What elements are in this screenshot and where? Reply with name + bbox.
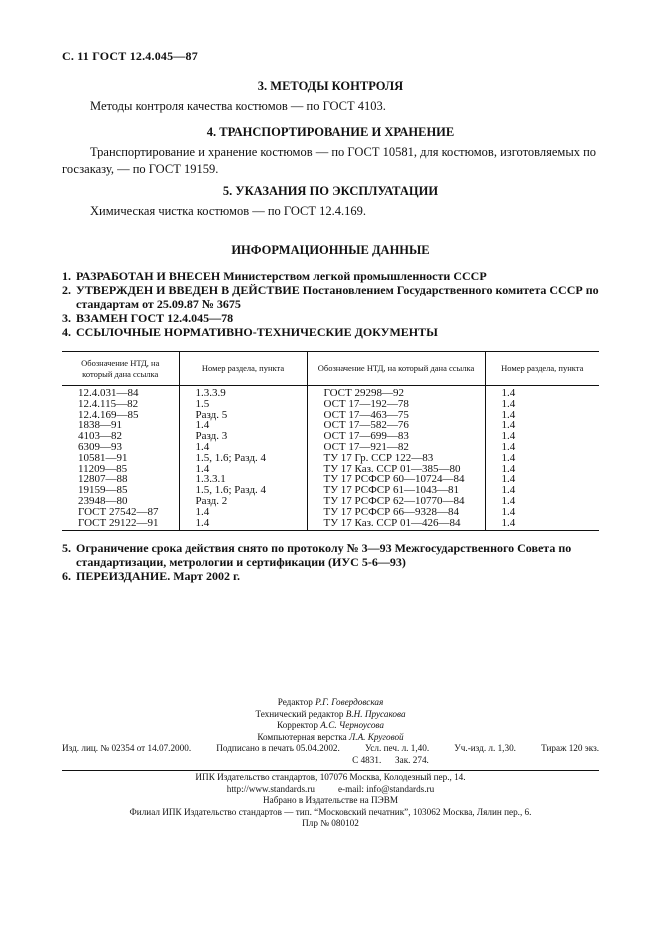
table-cell: 19159—85 bbox=[78, 484, 128, 497]
section-text-4: Транспортирование и хранение костюмов — по ГОСТ 10581, для костюмов, изготовляемых по госзаказу, — по ГОСТ 19159. bbox=[62, 145, 597, 176]
table-cell: ГОСТ 27542—87 bbox=[78, 505, 159, 518]
table-cell: ОСТ 17—192—78 bbox=[307, 399, 485, 410]
publisher-line: Набрано в Издательстве на ПЭВМ bbox=[262, 795, 399, 806]
table-cell: 12.4.169—85 bbox=[78, 408, 139, 421]
section-title-5: 5. УКАЗАНИЯ ПО ЭКСПЛУАТАЦИИ bbox=[222, 184, 439, 198]
credit-line bbox=[0, 732, 661, 744]
credit-role: Корректор bbox=[277, 720, 318, 730]
table-cell: 1.4 bbox=[485, 410, 599, 421]
column-header: Обозначение НТД, на который дана ссылка bbox=[62, 352, 179, 386]
uch-text: Уч.-изд. л. 1,30. bbox=[454, 743, 516, 753]
print-info bbox=[62, 743, 599, 766]
table-cell: 1.4 bbox=[485, 507, 599, 518]
info-item bbox=[62, 569, 602, 583]
table-cell: 12807—88 bbox=[78, 473, 128, 486]
info-item-text: РАЗРАБОТАН И ВНЕСЕН Министерством легкой промышленности СССР bbox=[76, 269, 487, 283]
table-cell: ТУ 17 Гр. ССР 122—83 bbox=[307, 453, 485, 464]
credit-person: Р.Г. Говердовская bbox=[315, 697, 384, 707]
info-item-text: ВЗАМЕН ГОСТ 12.4.045—78 bbox=[76, 311, 234, 325]
table-cell: ТУ 17 РСФСР 62—10770—84 bbox=[307, 496, 485, 507]
info-item bbox=[62, 541, 602, 569]
divider bbox=[62, 770, 599, 771]
credit-line bbox=[0, 720, 661, 732]
table-cell: 1.4 bbox=[485, 442, 599, 453]
table-body bbox=[62, 386, 599, 531]
table-row bbox=[62, 386, 599, 399]
info-item-number: 3. bbox=[62, 311, 71, 325]
info-item-text: ПЕРЕИЗДАНИЕ. Март 2002 г. bbox=[76, 569, 241, 583]
column-header: Номер раздела, пункта bbox=[485, 352, 599, 386]
table-cell: 1.4 bbox=[485, 420, 599, 431]
table-cell: 1.4 bbox=[179, 464, 307, 475]
post-info-list bbox=[62, 541, 602, 583]
print-info-row bbox=[62, 755, 599, 767]
table-cell: 1.4 bbox=[485, 485, 599, 496]
credit-role: Компьютерная верстка bbox=[257, 731, 347, 742]
publisher-line: Плр № 080102 bbox=[302, 818, 359, 829]
table-cell: 1.4 bbox=[485, 453, 599, 464]
credit-person: Л.А. Круговой bbox=[349, 731, 404, 742]
info-item-number: 5. bbox=[62, 541, 71, 555]
info-item-number: 4. bbox=[62, 325, 71, 339]
table-cell: 6309—93 bbox=[78, 440, 122, 453]
table-row bbox=[62, 518, 599, 531]
table-cell: ОСТ 17—463—75 bbox=[307, 410, 485, 421]
table-header-row bbox=[62, 352, 599, 386]
info-item-number: 6. bbox=[62, 569, 71, 583]
table-cell: 11209—85 bbox=[78, 462, 128, 475]
publisher-line: ИПК Издательство стандартов, 107076 Москва, Колодезный пер., 14. bbox=[195, 772, 466, 782]
tirazh-text: Тираж 120 экз. bbox=[541, 743, 599, 753]
info-list bbox=[62, 269, 602, 339]
info-item bbox=[62, 311, 602, 325]
table-cell: 1.4 bbox=[485, 399, 599, 410]
publisher-email[interactable]: e-mail: info@standards.ru bbox=[337, 783, 435, 794]
table-cell: 12.4.031—84 bbox=[78, 387, 139, 399]
info-item bbox=[62, 269, 602, 283]
table-cell: 1.3.3.1 bbox=[179, 474, 307, 485]
table-row bbox=[62, 399, 599, 410]
info-title: ИНФОРМАЦИОННЫЕ ДАННЫЕ bbox=[231, 243, 430, 257]
table-row bbox=[62, 453, 599, 464]
table-cell: 1.4 bbox=[485, 464, 599, 475]
column-header: Номер раздела, пункта bbox=[179, 352, 307, 386]
table-cell: ОСТ 17—699—83 bbox=[307, 431, 485, 442]
table-row bbox=[62, 507, 599, 518]
credit-person: В.Н. Прусакова bbox=[345, 708, 406, 719]
usl-text: Усл. печ. л. 1,40. bbox=[364, 743, 430, 753]
page-header: С. 11 ГОСТ 12.4.045—87 bbox=[62, 49, 198, 63]
info-item bbox=[62, 283, 602, 311]
table-cell: 10581—91 bbox=[78, 451, 128, 464]
table-cell: 1.4 bbox=[485, 386, 599, 399]
info-item-text: ССЫЛОЧНЫЕ НОРМАТИВНО-ТЕХНИЧЕСКИЕ ДОКУМЕНТЫ bbox=[76, 325, 438, 339]
table-cell: 1.4 bbox=[179, 420, 307, 431]
table-cell: ТУ 17 РСФСР 61—1043—81 bbox=[307, 485, 485, 496]
table-cell: 1.4 bbox=[485, 518, 599, 531]
info-item-text: Ограничение срока действия снято по протоколу № 3—93 Межгосударственного Совета по стандартизации, метрологии и сертификации (ИУС 5-6—93) bbox=[76, 541, 572, 569]
table-cell: ГОСТ 29122—91 bbox=[62, 518, 179, 531]
table-cell: 1.4 bbox=[485, 496, 599, 507]
credit-role: Редактор bbox=[277, 697, 313, 707]
section-title-3: 3. МЕТОДЫ КОНТРОЛЯ bbox=[257, 79, 404, 93]
license-text: Изд. лиц. № 02354 от 14.07.2000. bbox=[62, 743, 192, 753]
column-header: Обозначение НТД, на который дана ссылка bbox=[307, 352, 485, 386]
table-cell: ТУ 17 РСФСР 66—9328—84 bbox=[307, 507, 485, 518]
table-cell: 23948—80 bbox=[78, 494, 128, 507]
publisher-block bbox=[0, 772, 661, 830]
table-cell: 12.4.115—82 bbox=[78, 397, 139, 410]
credit-line bbox=[0, 709, 661, 721]
order-number: Зак. 274. bbox=[395, 754, 429, 765]
credits-block bbox=[0, 697, 661, 743]
references-table bbox=[62, 351, 599, 531]
print-info-row bbox=[62, 743, 599, 755]
credit-role: Технический редактор bbox=[255, 708, 344, 719]
info-item-number: 1. bbox=[62, 269, 71, 283]
info-item-number: 2. bbox=[62, 283, 71, 297]
publisher-contacts bbox=[0, 784, 661, 796]
table-cell: 1.5, 1.6; Разд. 4 bbox=[179, 485, 307, 496]
table-cell: 1.5, 1.6; Разд. 4 bbox=[179, 453, 307, 464]
table-cell: 1.4 bbox=[179, 442, 307, 453]
signed-text: Подписано в печать 05.04.2002. bbox=[216, 743, 340, 753]
table-cell: Разд. 3 bbox=[179, 431, 307, 442]
table-cell: ТУ 17 Каз. ССР 01—385—80 bbox=[307, 464, 485, 475]
credit-line bbox=[0, 697, 661, 709]
table-cell: Разд. 2 bbox=[179, 496, 307, 507]
table-cell: 4103—82 bbox=[78, 430, 122, 443]
info-item-text: УТВЕРЖДЕН И ВВЕДЕН В ДЕЙСТВИЕ Постановлением Государственного комитета СССР по стандартам от 25.09.87 № 3675 bbox=[76, 283, 599, 311]
table-cell: Разд. 5 bbox=[179, 410, 307, 421]
section-title-4: 4. ТРАНСПОРТИРОВАНИЕ И ХРАНЕНИЕ bbox=[206, 125, 455, 139]
table-cell: ТУ 17 Каз. ССР 01—426—84 bbox=[307, 518, 485, 531]
table-cell: 1.4 bbox=[485, 431, 599, 442]
table-cell: 1.4 bbox=[179, 507, 307, 518]
table-cell: 1838—91 bbox=[78, 419, 122, 432]
table-cell: 1.5 bbox=[179, 399, 307, 410]
section-text-5: Химическая чистка костюмов — по ГОСТ 12.4.169. bbox=[90, 204, 366, 218]
table-cell: 1.4 bbox=[179, 518, 307, 531]
table-cell: 1.3.3.9 bbox=[179, 386, 307, 399]
c-number: С 4831. bbox=[352, 754, 382, 765]
table-cell: ГОСТ 29298—92 bbox=[307, 386, 485, 399]
table-cell: 1.4 bbox=[485, 474, 599, 485]
table-cell: ОСТ 17—921—82 bbox=[307, 442, 485, 453]
info-item bbox=[62, 325, 602, 339]
table-cell: ОСТ 17—582—76 bbox=[307, 420, 485, 431]
publisher-url[interactable]: http://www.standards.ru bbox=[226, 783, 315, 794]
section-text-3: Методы контроля качества костюмов — по ГОСТ 4103. bbox=[90, 99, 386, 113]
publisher-line: Филиал ИПК Издательство стандартов — тип. “Московский печатник”, 103062 Москва, Лялин пер., 6. bbox=[129, 806, 532, 817]
table-cell: ТУ 17 РСФСР 60—10724—84 bbox=[307, 474, 485, 485]
credit-person: А.С. Черноусова bbox=[320, 720, 384, 730]
